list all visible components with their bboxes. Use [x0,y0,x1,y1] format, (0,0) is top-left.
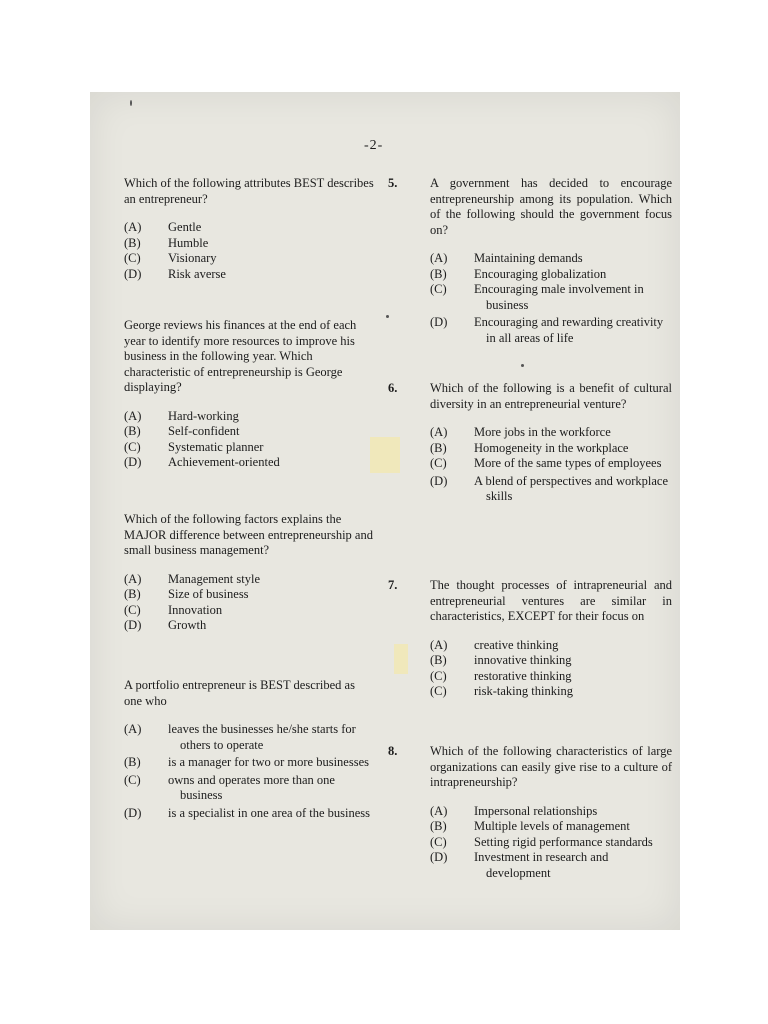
question-number: 7. [388,578,398,592]
option [430,684,672,700]
option [124,755,374,771]
option [430,669,672,685]
option [430,638,672,654]
option-label: (B) [430,266,447,281]
question [124,678,374,821]
option [124,455,374,471]
option-text: Multiple levels of management [474,819,630,833]
option-text: Growth [168,618,207,632]
option-label: (D) [124,618,142,632]
option-label: (D) [124,266,142,281]
option-text: Investment in research and development [474,850,609,880]
speck [130,100,132,106]
option-label: (D) [430,473,448,488]
option [430,835,672,851]
option-text: More of the same types of employees [474,456,662,470]
option [124,220,374,236]
question [388,176,672,346]
option-text: Encouraging globalization [474,266,607,281]
question-stem: George reviews his finances at the end of each year to identify more resources to improve his business in the following year. Which characteristic of entrepreneurship is George displaying? [124,318,357,394]
option [430,456,672,472]
exam-page [90,92,680,930]
question-stem: A portfolio entrepreneur is BEST described as one who [124,678,355,708]
option [124,618,374,634]
option-text: Systematic planner [168,439,264,454]
option [430,819,672,835]
option-label: (C) [430,834,447,849]
speck [521,364,524,367]
question-stem: Which of the following attributes BEST describes an entrepreneur? [124,176,374,206]
option-label: (D) [430,850,448,864]
option-text: Humble [168,235,209,250]
option-text: A blend of perspectives and workplace skills [474,473,669,503]
option [430,267,672,283]
option-text: leaves the businesses he/she starts for others to operate [168,722,356,752]
option-label: (D) [430,315,448,329]
option [124,440,374,456]
option-label: (D) [124,455,142,469]
question [124,318,374,471]
option-text: is a manager for two or more businesses [168,755,369,769]
option-text: restorative thinking [474,668,572,683]
option-text: Homogeneity in the workplace [474,440,629,455]
option [124,572,374,588]
question-number: 8. [388,744,398,758]
option-label: (B) [124,424,141,438]
option-label: (C) [124,251,141,265]
question-stem: A government has decided to encourage entrepreneurship among its population. Which of the following should the government focus on? [430,176,672,237]
option [124,236,374,252]
option-text: Maintaining demands [474,251,583,265]
option [124,409,374,425]
option-label: (A) [430,425,448,439]
option-label: (B) [124,587,141,601]
option-label: (A) [124,722,142,736]
option-text: Risk averse [168,266,226,281]
option [124,722,374,753]
option-text: Impersonal relationships [474,803,598,818]
option-text: creative thinking [474,637,559,652]
option-text: Management style [168,571,260,586]
option-label: (B) [430,653,447,667]
option-text: Visionary [168,251,217,265]
question-number: 5. [388,176,398,190]
option-text: More jobs in the workforce [474,425,611,439]
option [430,282,672,313]
option-label: (B) [124,235,141,250]
question-stem: The thought processes of intrapreneurial and entrepreneurial ventures are similar in characteristics, EXCEPT for their focus on [430,578,672,623]
option-label: (C) [430,456,447,470]
option [124,773,374,804]
option-text: Size of business [168,587,249,601]
option-label: (B) [430,819,447,833]
option [124,587,374,603]
option-label: (B) [124,755,141,769]
page-number: -2- [364,138,384,153]
option [430,850,672,881]
option-label: (C) [430,282,447,296]
option-label: (A) [430,251,448,265]
option-text: Achievement-oriented [168,455,280,469]
option-label: (D) [124,805,142,820]
option-text: Innovation [168,602,223,617]
option [430,441,672,457]
option-text: Hard-working [168,408,239,423]
question-stem: Which of the following characteristics of large organizations can easily give rise to a culture of intrapreneurship? [430,744,672,789]
tape-mark [394,644,408,674]
option-label: (A) [124,220,142,234]
option-text: owns and operates more than one business [168,772,335,802]
option-text: Gentle [168,220,202,234]
question-number: 6. [388,381,398,395]
option-label: (A) [430,803,448,818]
option-text: Self-confident [168,424,240,438]
option-label: (C) [124,439,141,454]
option [124,267,374,283]
option-text: Encouraging and rewarding creativity in all areas of life [474,315,664,345]
option-label: (A) [124,408,142,423]
option-text: Setting rigid performance standards [474,834,653,849]
option [124,603,374,619]
option-label: (B) [430,440,447,455]
option [430,315,672,346]
option [124,806,374,822]
option [124,251,374,267]
question [388,381,672,505]
option-text: risk-taking thinking [474,684,573,698]
question-stem: Which of the following factors explains the MAJOR difference between entrepreneurship and small business management? [124,512,373,557]
option-label: (C) [124,602,141,617]
option-label: (C) [430,684,447,698]
option-label: (C) [124,772,141,787]
question-stem: Which of the following is a benefit of cultural diversity in an entrepreneurial venture? [430,381,672,411]
option-text: is a specialist in one area of the business [168,805,371,820]
tape-mark [370,437,400,473]
option-text: Encouraging male involvement in business [474,282,644,312]
option [430,653,672,669]
option-label: (A) [430,637,448,652]
question [388,744,672,881]
option-label: (C) [430,668,447,683]
speck [386,315,389,318]
option [430,425,672,441]
option [124,424,374,440]
question [388,578,672,700]
option-text: innovative thinking [474,653,572,667]
option [430,251,672,267]
question [124,512,374,634]
question [124,176,374,282]
option-label: (A) [124,571,142,586]
option [430,474,672,505]
option [430,804,672,820]
